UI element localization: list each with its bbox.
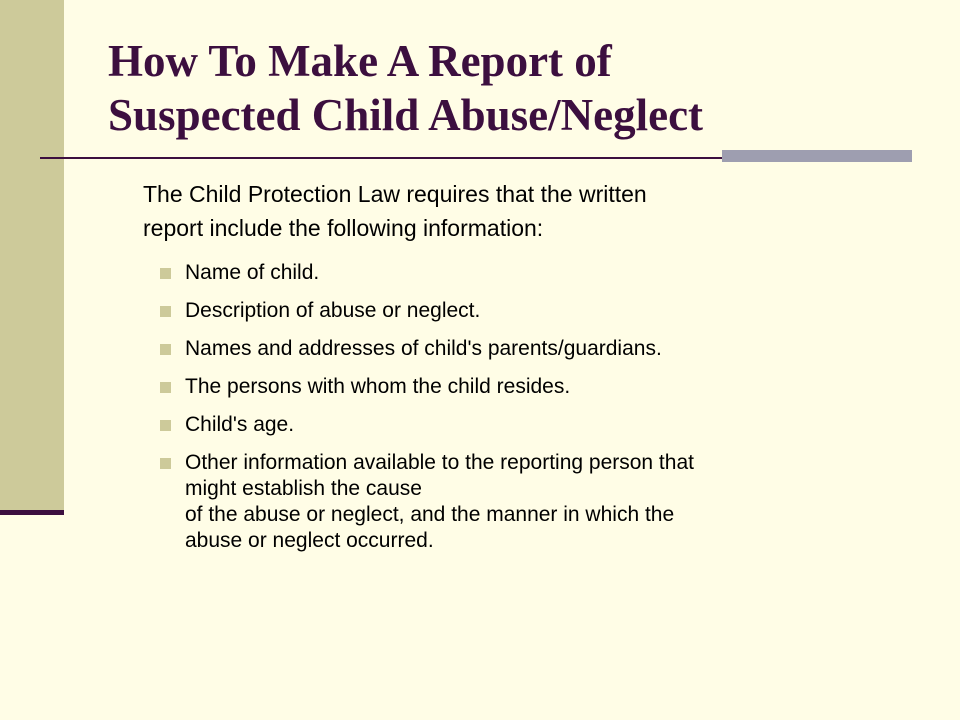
bullet-line: Description of abuse or neglect. (185, 299, 481, 322)
square-bullet-icon (160, 382, 171, 393)
bullet-item (160, 374, 930, 400)
slide-title-line: Suspected Child Abuse/Neglect (108, 90, 704, 140)
intro-line: report include the following information: (143, 215, 544, 241)
side-accent-underline (0, 510, 64, 515)
bullet-line: Names and addresses of child's parents/guardians. (185, 337, 662, 360)
bullet-text (185, 336, 930, 362)
bullet-item (160, 298, 930, 324)
intro-line: The Child Protection Law requires that the written (143, 181, 647, 207)
bullet-item (160, 336, 930, 362)
bullet-line: The persons with whom the child resides. (185, 375, 571, 398)
bullet-text (185, 260, 930, 286)
bullet-line: Name of child. (185, 261, 320, 284)
bullet-item (160, 412, 930, 438)
bullet-text (185, 374, 930, 400)
title-divider-accent (722, 150, 912, 162)
bullet-text (185, 298, 930, 324)
bullet-text (185, 412, 930, 438)
bullet-line: Other information available to the reporting person that (185, 451, 694, 474)
square-bullet-icon (160, 458, 171, 469)
square-bullet-icon (160, 268, 171, 279)
slide-title-line: How To Make A Report of (108, 36, 612, 86)
side-accent-bar (0, 0, 64, 512)
bullet-line: might establish the cause (185, 477, 422, 500)
bullet-line: Child's age. (185, 413, 295, 436)
bullet-text (185, 450, 930, 554)
bullet-item (160, 260, 930, 286)
square-bullet-icon (160, 306, 171, 317)
bullet-list (160, 260, 930, 566)
bullet-line: of the abuse or neglect, and the manner in which the (185, 503, 675, 526)
bullet-item (160, 450, 930, 554)
square-bullet-icon (160, 344, 171, 355)
square-bullet-icon (160, 420, 171, 431)
slide-title (108, 34, 928, 142)
intro-paragraph (143, 177, 923, 245)
bullet-line: abuse or neglect occurred. (185, 529, 434, 552)
